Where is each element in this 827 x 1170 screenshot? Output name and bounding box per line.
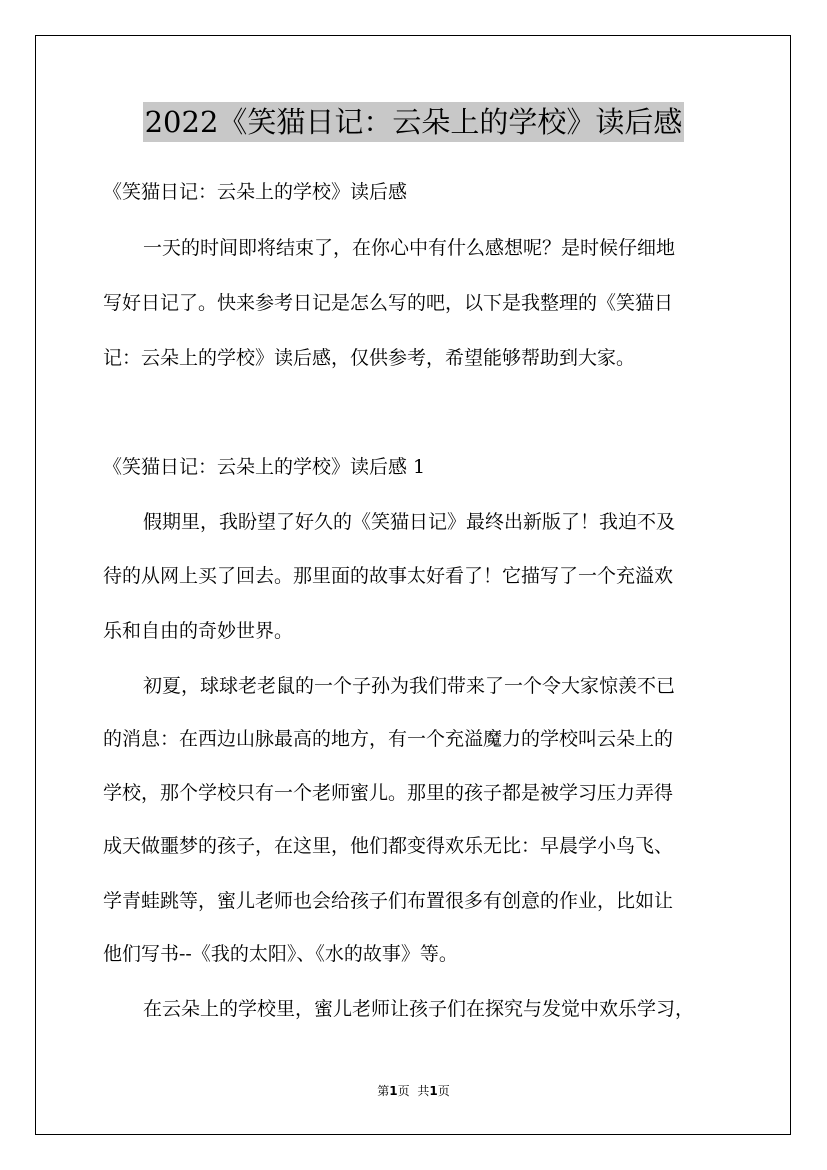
paragraph-line: 成天做噩梦的孩子，在这里，他们都变得欢乐无比：早晨学小鸟飞、 bbox=[103, 835, 674, 857]
paragraph-line: 假期里，我盼望了好久的《笑猫日记》最终出新版了！我迫不及 bbox=[143, 511, 676, 533]
total-suffix: 页 bbox=[437, 1084, 450, 1098]
paragraph-line: 学校，那个学校只有一个老师蜜儿。那里的孩子都是被学习压力弄得 bbox=[103, 782, 674, 804]
paragraph-line: 他们写书--《我的太阳》、《水的故事》等。 bbox=[103, 943, 458, 965]
paragraph-line: 初夏，球球老老鼠的一个子孙为我们带来了一个令大家惊羡不已 bbox=[143, 675, 676, 697]
paragraph-line: 记：云朵上的学校》读后感，仅供参考，希望能够帮助到大家。 bbox=[103, 347, 636, 369]
page-suffix: 页 bbox=[397, 1084, 410, 1098]
page-prefix: 第 bbox=[377, 1084, 390, 1098]
title-container bbox=[0, 102, 827, 142]
paragraph-line: 乐和自由的奇妙世界。 bbox=[103, 620, 294, 642]
document-title: 2022《笑猫日记：云朵上的学校》读后感 bbox=[143, 102, 685, 142]
paragraph-line: 的消息：在西边山脉最高的地方，有一个充溢魔力的学校叫云朵上的 bbox=[103, 728, 674, 750]
paragraph-line: 待的从网上买了回去。那里面的故事太好看了！它描写了一个充溢欢 bbox=[103, 565, 674, 587]
paragraph-line: 一天的时间即将结束了，在你心中有什么感想呢？是时候仔细地 bbox=[143, 237, 676, 259]
section-heading: 《笑猫日记：云朵上的学校》读后感 1 bbox=[103, 456, 426, 478]
total-pages: 1 bbox=[429, 1084, 438, 1098]
page-footer bbox=[0, 1082, 827, 1099]
paragraph-line: 在云朵上的学校里，蜜儿老师让孩子们在探究与发觉中欢乐学习， bbox=[143, 998, 695, 1020]
page-number: 1 bbox=[389, 1084, 398, 1098]
subtitle-line: 《笑猫日记：云朵上的学校》读后感 bbox=[103, 181, 408, 203]
paragraph-line: 写好日记了。快来参考日记是怎么写的吧，以下是我整理的《笑猫日 bbox=[103, 292, 674, 314]
paragraph-line: 学青蛙跳等，蜜儿老师也会给孩子们布置很多有创意的作业，比如让 bbox=[103, 890, 674, 912]
total-prefix: 共 bbox=[417, 1084, 430, 1098]
